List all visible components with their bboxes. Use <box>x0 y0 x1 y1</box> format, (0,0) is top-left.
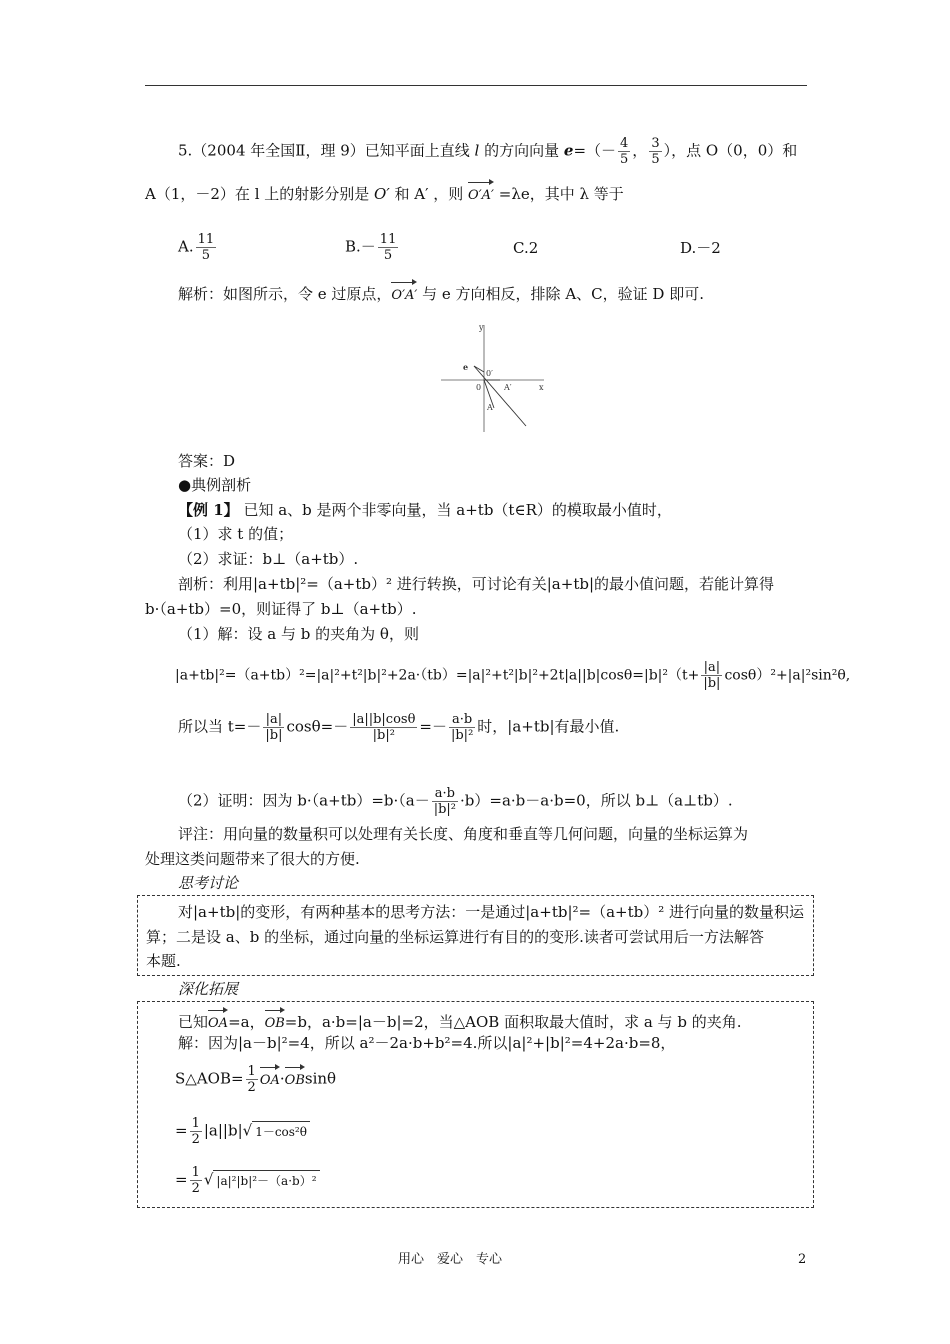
solution-line1: （1）解：设 a 与 b 的夹角为 θ，则 <box>178 625 419 643</box>
y-axis-label: y <box>479 323 484 332</box>
example-q1: （1）求 t 的值； <box>178 525 294 543</box>
comment-line1: 评注：用向量的数量积可以处理有关长度、角度和垂直等几何问题，向量的坐标运算为 <box>178 825 749 843</box>
think-title: 思考讨论 <box>178 874 239 892</box>
think-line2: 算；二是设 a、b 的坐标，通过向量的坐标运算进行有目的的变形.读者可尝试用后一方法解答 <box>146 928 764 946</box>
extend-step2: = $\frac{1}{2}$ √ |a|²|b|²－（a·b）² <box>175 1165 320 1196</box>
origin-label: 0 <box>476 383 482 392</box>
extend-line1: 已知OA=a，OB=b，a·b=|a－b|=2，当△AOB 面积取最大值时，求 a 与 b 的夹角. <box>178 1008 741 1034</box>
section-heading: ●典例剖析 <box>178 476 252 494</box>
think-line3: 本题. <box>146 952 181 970</box>
fraction: $\frac{3}{5}$ <box>651 136 660 167</box>
think-box <box>137 895 814 976</box>
problem5-line2: A（1，－2）在 l 上的射影分别是 O′ 和 A′ ，则 O′A′ =λe，其中 λ 等于 <box>145 180 624 206</box>
oprime-label: 0′ <box>486 369 493 378</box>
a-label: A <box>487 403 493 412</box>
equation-3: （2）证明：因为 b·（a+tb）=b·（a－ $\frac{a\cdot b}{\text{|b|²}}$ ·b）=a·b－a·b=0，所以 b⊥（a⊥tb）. <box>178 786 733 817</box>
equation-1: |a+tb|²=（a+tb）²=|a|²+t²|b|²+2a·（tb）=|a|²+t²|b|²+2t|a||b|cosθ=|b|²（t+ $\frac{|a|}{|b|}$ cosθ）²+|a|²sin²θ, <box>175 660 851 691</box>
projection-figure <box>436 320 548 435</box>
extend-title: 深化拓展 <box>178 980 239 998</box>
equation-2: 所以当 t=－ $\frac{|a|}{|b|}$ cosθ=－ $\frac{|a||b|\cos\theta}{\text{|b|²}}$ =－ $\frac{a\cdot b}{\text{|b|²}}$ 时，|a+tb|有最小值. <box>178 712 620 743</box>
analysis-line1: 剖析：利用|a+tb|²=（a+tb）² 进行转换，可讨论有关|a+tb|的最小值问题，若能计算得 <box>178 575 775 593</box>
x-axis-label: x <box>539 383 544 392</box>
think-line1: 对|a+tb|的变形，有两种基本的思考方法：一是通过|a+tb|²=（a+tb）² 进行向量的数量积运 <box>178 903 805 921</box>
extend-box <box>137 1001 814 1208</box>
e-label: e <box>463 362 469 372</box>
option-c: C.2 <box>513 239 539 257</box>
option-d: D.－2 <box>680 239 721 257</box>
header-rule <box>145 85 807 86</box>
fraction: $\frac{4}{5}$ <box>620 136 629 167</box>
page-number: 2 <box>798 1252 807 1267</box>
extend-step1: = $\frac{1}{2}$ |a||b|√ 1－cos²θ <box>175 1116 310 1147</box>
option-a: A. $\frac{11}{5}$ <box>178 232 215 263</box>
vector-oa: O′A′ <box>468 180 494 206</box>
example-intro: 【例 1】 已知 a、b 是两个非零向量，当 a+tb（t∈R）的模取最小值时， <box>178 501 672 519</box>
analysis-line2: b·（a+tb）=0，则证得了 b⊥（a+tb）. <box>145 600 417 618</box>
problem5-line1: 5.（2004 年全国Ⅱ，理 9）已知平面上直线 l 的方向向量 e=（－ $\frac{4}{5}$ ， $\frac{3}{5}$ ），点 O（0，0）和 <box>178 136 798 167</box>
footer-motto: 用心 爱心 专心 <box>398 1252 503 1267</box>
analysis: 解析：如图所示，令 e 过原点，O′A′ 与 e 方向相反，排除 A、C，验证 D 即可. <box>178 280 704 306</box>
answer: 答案：D <box>178 452 236 470</box>
option-b: B.－ $\frac{11}{5}$ <box>345 232 397 263</box>
extend-area-formula: S△AOB= $\frac{1}{2}$ OA·OBsinθ <box>175 1064 337 1095</box>
comment-line2: 处理这类问题带来了很大的方便. <box>145 850 360 868</box>
extend-line2: 解：因为|a－b|²=4，所以 a²－2a·b+b²=4.所以|a|²+|b|²=4+2a·b=8， <box>178 1034 676 1052</box>
aprime-label: A′ <box>504 383 512 392</box>
example-q2: （2）求证：b⊥（a+tb）. <box>178 550 359 568</box>
